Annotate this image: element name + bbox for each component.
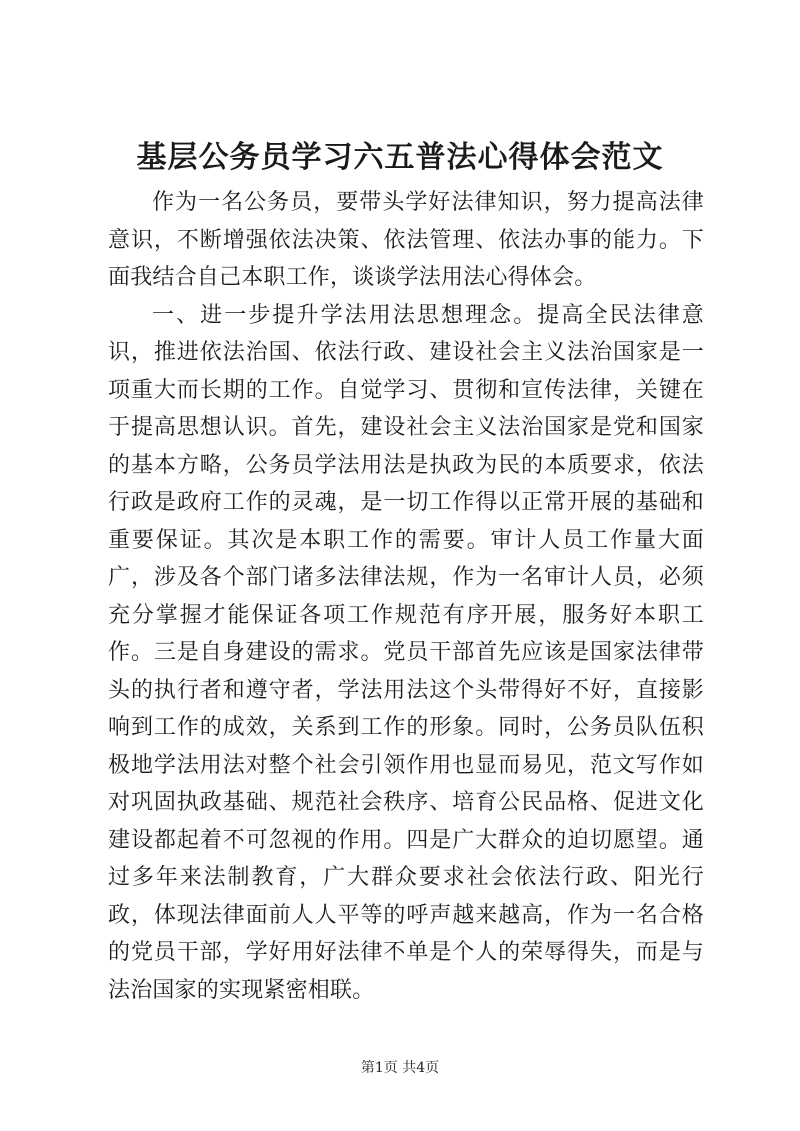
- page-footer: 第1页 共4页: [360, 1060, 440, 1076]
- document-title: 基层公务员学习六五普法心得体会范文: [136, 140, 664, 175]
- paragraph-intro: 作为一名公务员，要带头学好法律知识，努力提高法律意识，不断增强依法决策、依法管理、依法办事的能力。下面我结合自己本职工作，谈谈学法用法心得体会。: [108, 190, 704, 290]
- paragraph-section-one: 一、进一步提升学法用法思想理念。提高全民法律意识，推进依法治国、依法行政、建设社会主义法治国家是一项重大而长期的工作。自觉学习、贯彻和宣传法律，关键在于提高思想认识。首先，建设社会主义法治国家是党和国家的基本方略，公务员学法用法是执政为民的本质要求，依法行政是政府工作的灵魂，是一切工作得以正常开展的基础和重要保证。其次是本职工作的需要。审计人员工作量大面广，涉及各个部门诸多法律法规，作为一名审计人员，必须充分掌握才能保证各项工作规范有序开展，服务好本职工作。三是自身建设的需求。党员干部首先应该是国家法律带头的执行者和遵守者，学法用法这个头带得好不好，直接影响到工作的成效，关系到工作的形象。同时，公务员队伍积极地学法用法对整个社会引领作用也显而易见，范文写作如对巩固执政基础、规范社会秩序、培育公民品格、促进文化建设都起着不可忽视的作用。四是广大群众的迫切愿望。通过多年来法制教育，广大群众要求社会依法行政、阳光行政，体现法律面前人人平等的呼声越来越高，作为一名合格的党员干部，学好用好法律不单是个人的荣辱得失，而是与法治国家的实现紧密相联。: [108, 302, 704, 1003]
- document-body: [108, 184, 704, 1009]
